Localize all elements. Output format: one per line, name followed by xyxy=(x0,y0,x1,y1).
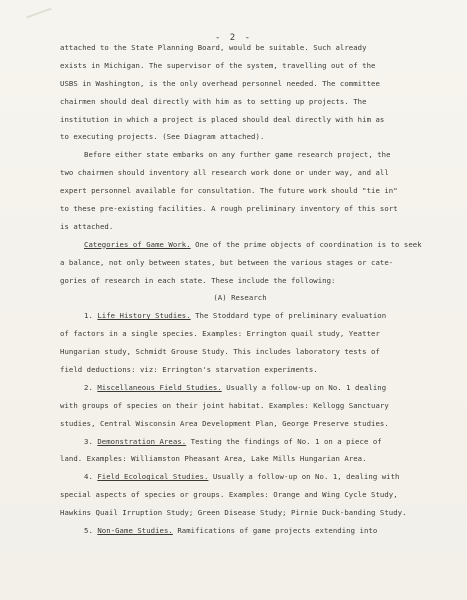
paragraph-text: The Stoddard type of preliminary evaluation xyxy=(190,311,387,321)
paragraph-first-line xyxy=(60,522,420,540)
paragraph-first-line xyxy=(60,379,420,397)
paragraph-text: Usually a follow-up on No. 1 dealing xyxy=(221,382,387,392)
item-number: 3. xyxy=(84,436,98,446)
text-line: Hawkins Quail Irruption Study; Green Disease Study; Pirnie Duck-banding Study. xyxy=(60,508,407,518)
paragraph-first-line xyxy=(60,236,420,254)
text-line: with groups of species on their joint habitat. Examples: Kellogg Sanctuary xyxy=(60,400,389,410)
text-line: Hungarian study, Schmidt Grouse Study. This includes laboratory tests of xyxy=(60,347,380,357)
text-line: exists in Michigan. The supervisor of the system, travelling out of the xyxy=(60,60,376,70)
text-line: expert personnel available for consultation. The future work should "tie in" xyxy=(60,186,398,196)
paragraph-text: Testing the findings of No. 1 on a piece of xyxy=(186,436,382,446)
paragraph-heading: Non-Game Studies. xyxy=(97,526,173,536)
paragraph-first-line xyxy=(60,468,420,486)
paragraph-heading: Life History Studies. xyxy=(97,311,191,321)
text-line: two chairmen should inventory all research work done or under way, and all xyxy=(60,168,389,178)
text-line: field deductions: viz: Errington's starvation experiments. xyxy=(60,365,318,375)
text-line: gories of research in each state. These include the following: xyxy=(60,275,336,285)
paragraph-heading: Miscellaneous Field Studies. xyxy=(97,382,222,392)
paragraph-heading: Demonstration Areas. xyxy=(97,436,187,446)
item-number: 4. xyxy=(84,472,98,482)
text-line: chairmen should deal directly with him as to setting up projects. The xyxy=(60,96,367,106)
text-line: Before either state embarks on any further game research project, the xyxy=(84,150,391,160)
text-line: to these pre-existing facilities. A rough preliminary inventory of this sort xyxy=(60,204,398,214)
item-number: 5. xyxy=(84,526,98,536)
page-number: - 2 - xyxy=(214,33,253,43)
item-number: 2. xyxy=(84,382,98,392)
text-line: is attached. xyxy=(60,221,114,231)
text-line: a balance, not only between states, but between the various stages or cate- xyxy=(60,257,394,267)
text-line: of factors in a single species. Examples: Errington quail study, Yeatter xyxy=(60,329,380,339)
paragraph-heading: Categories of Game Work. xyxy=(84,239,191,249)
paragraph-heading: Field Ecological Studies. xyxy=(97,472,209,482)
text-line: to executing projects. (See Diagram attached). xyxy=(60,132,265,142)
paragraph-first-line xyxy=(60,307,420,325)
pencil-mark xyxy=(26,8,51,19)
item-number: 1. xyxy=(84,311,98,321)
paragraph-text: Usually a follow-up on No. 1, dealing with xyxy=(208,472,400,482)
paragraph-text: Ramifications of game projects extending into xyxy=(172,526,378,536)
text-line: studies, Central Wisconsin Area Development Plan, George Preserve studies. xyxy=(60,418,389,428)
paragraph-first-line xyxy=(60,433,420,451)
document-body xyxy=(60,39,420,540)
text-line: land. Examples: Williamston Pheasant Area, Lake Mills Hungarian Area. xyxy=(60,454,367,464)
text-line: USBS in Washington, is the only overhead personnel needed. The committee xyxy=(60,78,380,88)
paragraph-text: One of the prime objects of coordination is to seek xyxy=(190,239,422,249)
text-line: special aspects of species or groups. Examples: Orange and Wing Cycle Study, xyxy=(60,490,398,500)
section-heading: (A) Research xyxy=(213,293,267,303)
text-line: attached to the State Planning Board, would be suitable. Such already xyxy=(60,43,367,52)
text-line: institution in which a project is placed should deal directly with him as xyxy=(60,114,385,124)
